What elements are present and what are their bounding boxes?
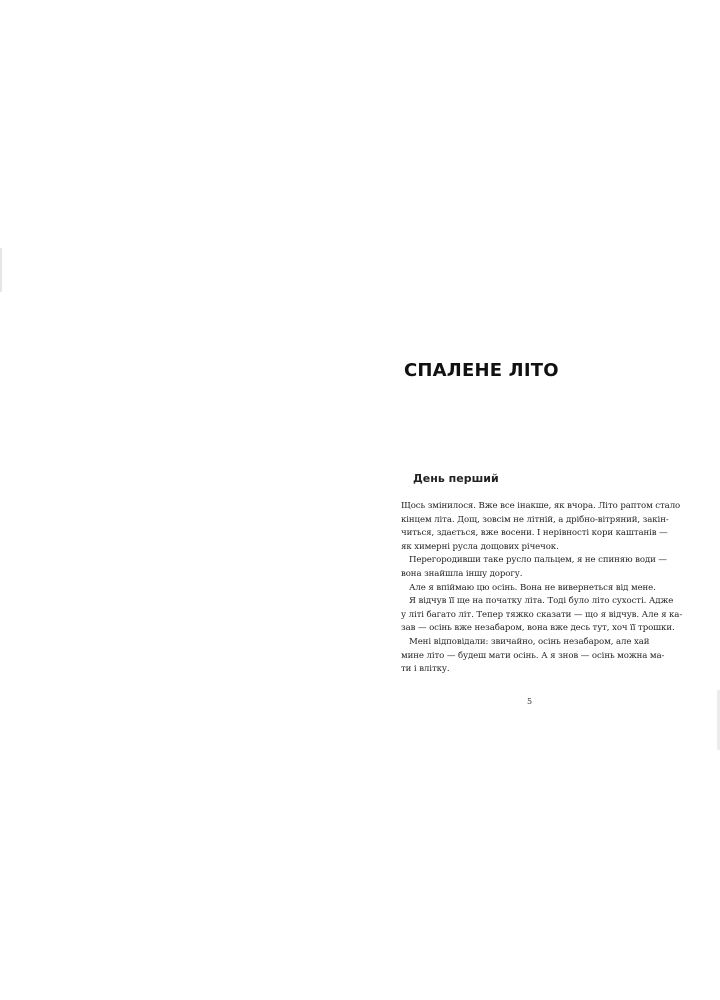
page-number: 5: [527, 697, 533, 706]
text-line: Я відчув її ще на початку літа. Тоді було літо сухості. Адже: [409, 596, 674, 607]
section-heading: День перший: [413, 472, 499, 485]
text-line: зав — осінь вже незабаром, вона вже десь тут, хоч її трошки.: [401, 623, 675, 634]
text-line: мине літо — будеш мати осінь. А я знов — осінь можна ма-: [401, 650, 665, 661]
text-line: кінцем літа. Дощ, зовсім не літній, а дрібно-вітряний, закін-: [401, 514, 669, 525]
text-line: Перегородивши таке русло пальцем, я не спиняю води —: [409, 555, 667, 566]
text-line: ти і влітку.: [401, 664, 450, 675]
text-line: у літі багато літ. Тепер тяжко сказати — що я відчув. Але я ка-: [401, 609, 683, 620]
body-text: [401, 500, 683, 677]
text-line: Мені відповідали: звичайно, осінь незабаром, але хай: [409, 636, 650, 647]
chapter-title: СПАЛЕНЕ ЛІТО: [404, 360, 559, 381]
left-page-edge: [0, 248, 2, 292]
text-line: читься, здається, вже восени. І нерівності кори каштанів —: [401, 528, 668, 539]
text-line: Щось змінилося. Вже все інакше, як вчора. Літо раптом стало: [401, 501, 681, 511]
text-line: Але я впіймаю цю осінь. Вона не вивернеться від мене.: [409, 582, 656, 593]
text-line: вона знайшла іншу дорогу.: [401, 568, 523, 579]
text-line: як химерні русла дощових річечок.: [401, 541, 559, 552]
